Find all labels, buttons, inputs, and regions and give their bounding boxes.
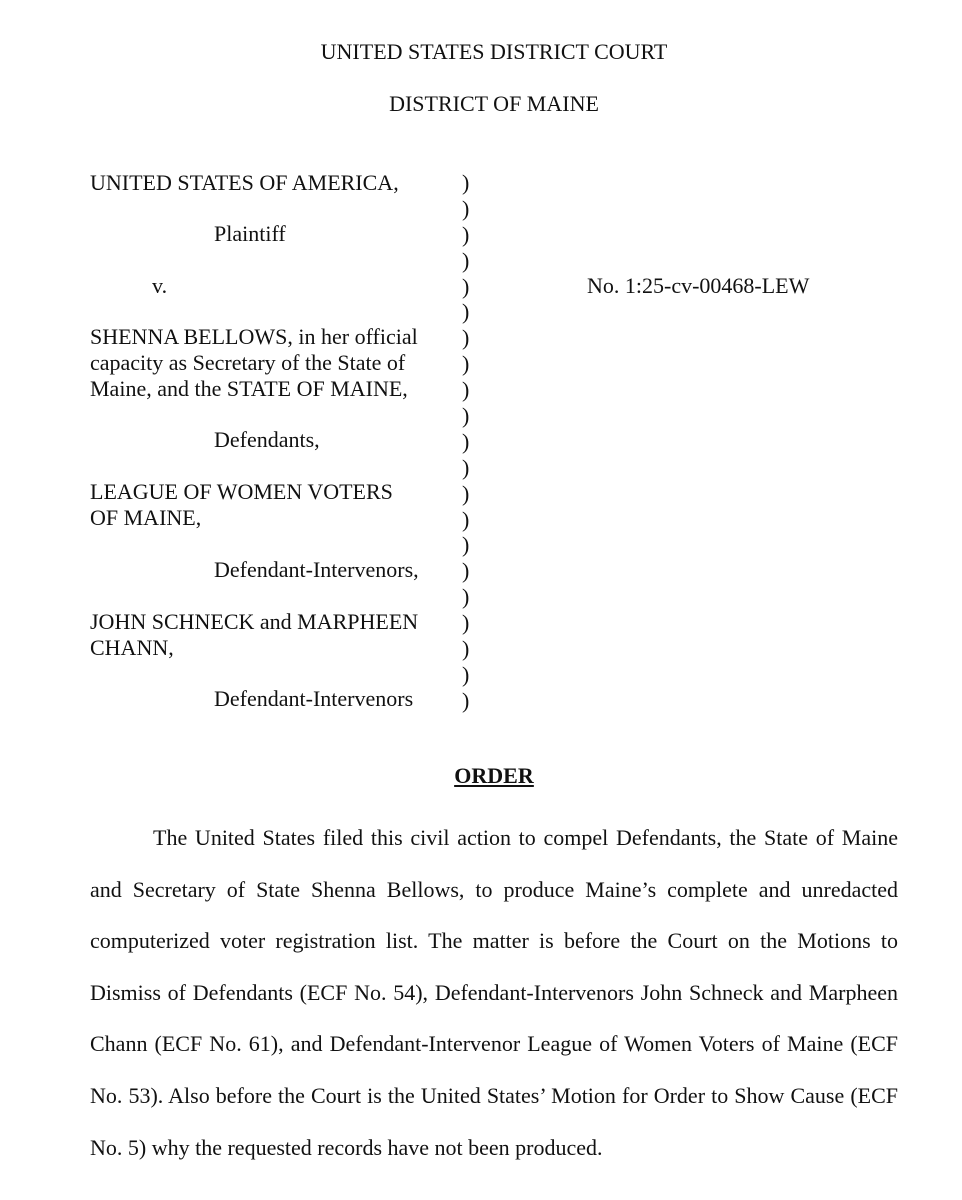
intervenor-league-line-2: OF MAINE, bbox=[90, 505, 202, 530]
order-body-line: No. 5) why the requested records have not been produced. bbox=[90, 1134, 603, 1160]
caption-parenthesis: ) bbox=[462, 454, 470, 480]
caption-parenthesis: ) bbox=[462, 584, 470, 610]
case-number: No. 1:25-cv-00468-LEW bbox=[587, 273, 810, 298]
order-body-line: Dismiss of Defendants (ECF No. 54), Defendant-Intervenors John Schneck and Marpheen bbox=[90, 979, 898, 1005]
caption-parenthesis-divider bbox=[462, 170, 482, 714]
order-body-paragraph bbox=[90, 812, 898, 1173]
caption-parenthesis: ) bbox=[462, 687, 470, 713]
caption-parenthesis: ) bbox=[462, 273, 470, 299]
order-body-line: Chann (ECF No. 61), and Defendant-Intervenor League of Women Voters of Maine (ECF bbox=[90, 1031, 898, 1057]
caption-parenthesis: ) bbox=[462, 170, 470, 195]
caption-parenthesis: ) bbox=[462, 661, 470, 687]
intervenor-individuals-line-2: CHANN, bbox=[90, 635, 174, 660]
caption-parenthesis: ) bbox=[462, 428, 470, 454]
caption-parenthesis: ) bbox=[462, 195, 470, 221]
order-title-text: ORDER bbox=[454, 763, 534, 788]
order-body-line: and Secretary of State Shenna Bellows, to produce Maine’s complete and unredacted bbox=[90, 876, 898, 902]
caption-parenthesis: ) bbox=[462, 299, 470, 325]
caption-parenthesis: ) bbox=[462, 221, 470, 247]
plaintiff-role: Plaintiff bbox=[214, 221, 286, 246]
caption-parenthesis: ) bbox=[462, 247, 470, 273]
versus-label: v. bbox=[152, 273, 168, 298]
plaintiff-name: UNITED STATES OF AMERICA, bbox=[90, 170, 399, 195]
caption-parenthesis: ) bbox=[462, 532, 470, 558]
defendants-line-3: Maine, and the STATE OF MAINE, bbox=[90, 376, 408, 401]
defendants-name bbox=[90, 324, 440, 402]
intervenor-individuals-line-1: JOHN SCHNECK and MARPHEEN bbox=[90, 609, 419, 634]
district-heading: DISTRICT OF MAINE bbox=[389, 91, 599, 116]
caption-parenthesis: ) bbox=[462, 506, 470, 532]
caption-parenthesis: ) bbox=[462, 558, 470, 584]
intervenor-individuals-name bbox=[90, 609, 440, 661]
court-name-heading: UNITED STATES DISTRICT COURT bbox=[320, 39, 668, 64]
defendants-line-1: SHENNA BELLOWS, in her official bbox=[90, 324, 418, 349]
intervenor-league-name bbox=[90, 479, 440, 531]
caption-parenthesis: ) bbox=[462, 480, 470, 506]
caption-parenthesis: ) bbox=[462, 610, 470, 636]
caption-parenthesis: ) bbox=[462, 636, 470, 662]
intervenor-league-line-1: LEAGUE OF WOMEN VOTERS bbox=[90, 479, 393, 504]
order-body-line: computerized voter registration list. The matter is before the Court on the Motions to bbox=[90, 928, 898, 954]
caption-parenthesis: ) bbox=[462, 351, 470, 377]
defendants-line-2: capacity as Secretary of the State of bbox=[90, 350, 406, 375]
caption-parenthesis: ) bbox=[462, 403, 470, 429]
caption-parenthesis: ) bbox=[462, 377, 470, 403]
caption-parenthesis: ) bbox=[462, 325, 470, 351]
intervenor-league-role: Defendant-Intervenors, bbox=[214, 557, 419, 582]
intervenor-individuals-role: Defendant-Intervenors bbox=[214, 686, 414, 711]
order-title bbox=[0, 763, 962, 789]
order-body-line: No. 53). Also before the Court is the United States’ Motion for Order to Show Cause (ECF bbox=[90, 1082, 898, 1108]
defendants-role: Defendants, bbox=[214, 427, 320, 452]
order-body-line: The United States filed this civil action to compel Defendants, the State of Maine bbox=[153, 825, 898, 850]
